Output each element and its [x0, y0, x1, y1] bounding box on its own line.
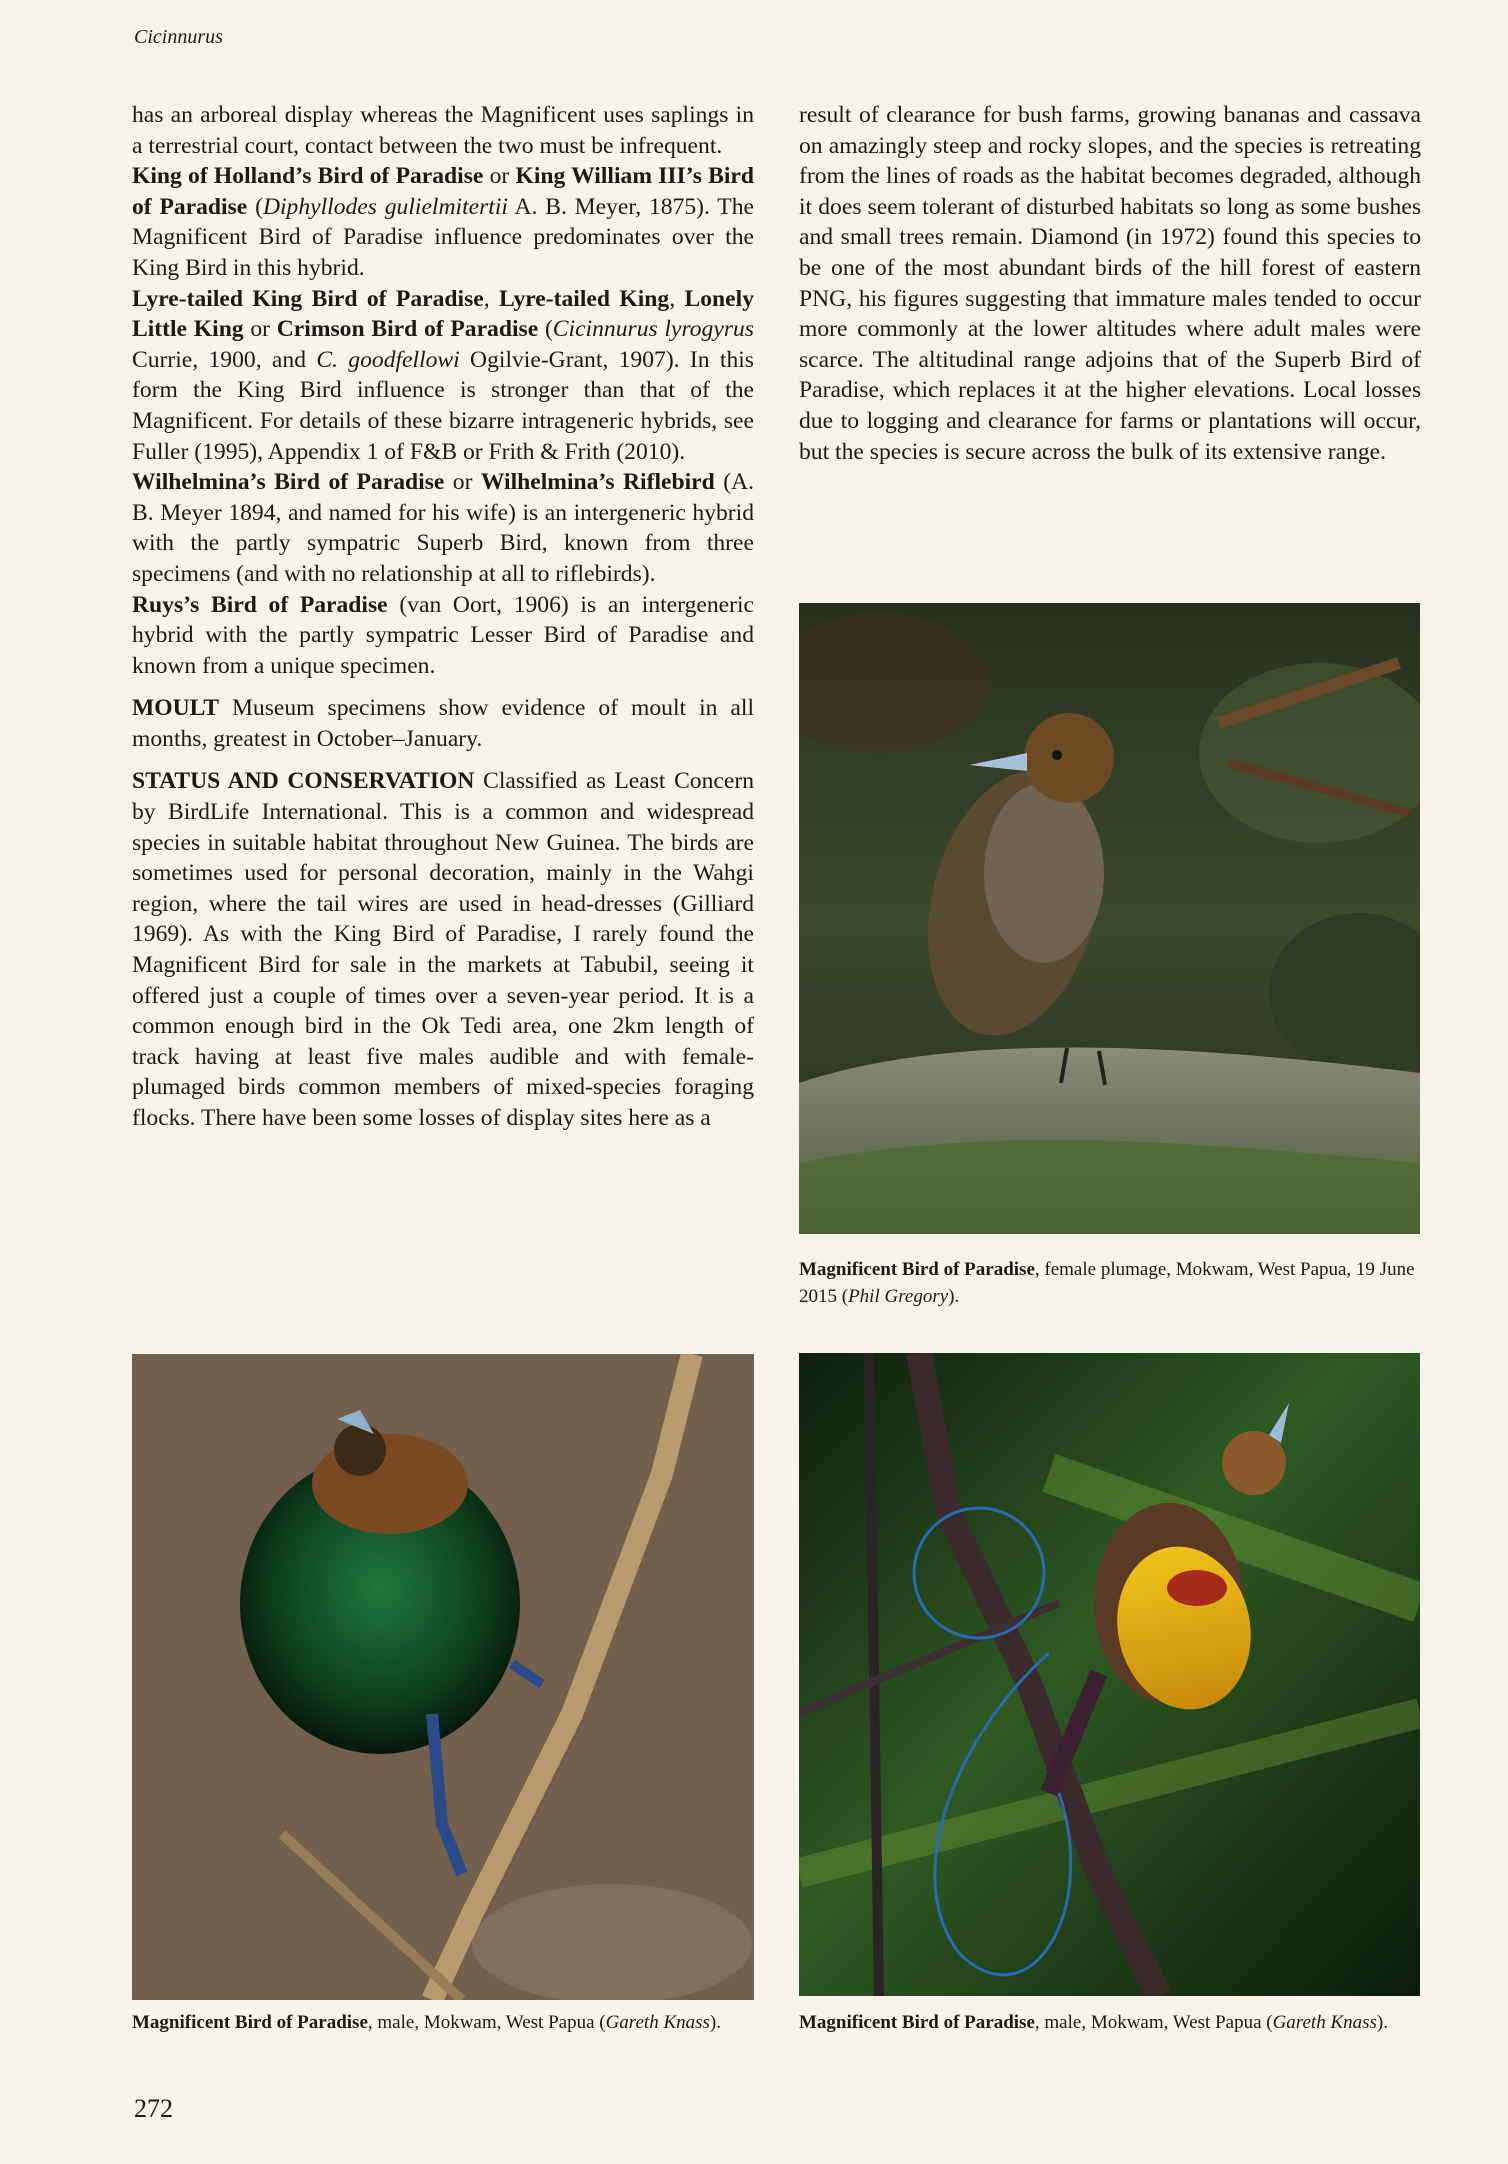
section-status-conservation: STATUS AND CONSERVATION Classified as Least Concern by BirdLife International. This is a common and widespread species in suitable habitat throughout New Guinea. The birds are sometimes used for personal decoration, mainly in the Wahgi region, where the tail wires are used in head-dresses (Gilliard 1969). As with the King Bird of Paradise, I rarely found the Magnificent Bird for sale in the markets at Tabubil, seeing it offered just a couple of times over a seven-year period. It is a common enough bird in the Ok Tedi area, one 2km length of track having at least five males audible and with female-plumaged birds common members of mixed-species foraging flocks. There have been some losses of display sites here as a [132, 768, 754, 1131]
page-number: 272 [134, 2094, 173, 2123]
paragraph-arboreal-display: has an arboreal display whereas the Magnificent uses saplings in a terrestrial court, contact between the two must be infrequent. [132, 102, 754, 159]
caption-female-photo: Magnificent Bird of Paradise, female plumage, Mokwam, West Papua, 19 June 2015 (Phil Gregory). [799, 1259, 1415, 1307]
photo-male-bird-right [799, 1353, 1420, 1996]
paragraph-status-continued: result of clearance for bush farms, growing bananas and cassava on amazingly steep and rocky slopes, and the species is retreating from the lines of roads as the habitat becomes degraded, although it does seem tolerant of disturbed habitats so long as some bushes and small trees remain. Diamond (in 1972) found this species to be one of the most abundant birds of the hill forest of eastern PNG, his figures suggesting that immature males tended to occur more commonly at the lower altitudes where adult males were scarce. The altitudinal range adjoins that of the Superb Bird of Paradise, which replaces it at the higher elevations. Local losses due to logging and clearance for farms or plantations will occur, but the species is secure across the bulk of its extensive range. [799, 102, 1421, 465]
photo-female-bird [799, 603, 1420, 1234]
running-head: Cicinnurus [134, 26, 223, 48]
caption-male-left-photo: Magnificent Bird of Paradise, male, Mokwam, West Papua (Gareth Knass). [132, 2012, 721, 2033]
left-text-column [132, 100, 754, 1134]
right-text-column [799, 100, 1421, 467]
paragraph-lyre-tailed-king: Lyre-tailed King Bird of Paradise, Lyre-tailed King, Lonely Little King or Crimson Bird of Paradise (Cicinnurus lyrogyrus Currie, 1900, and C. goodfellowi Ogilvie-Grant, 1907). In this form the King Bird influence is stronger than that of the Magnificent. For details of these bizarre intrageneric hybrids, see Fuller (1995), Appendix 1 of F&B or Frith & Frith (2010). [132, 285, 754, 465]
section-moult: MOULT Museum specimens show evidence of moult in all months, greatest in October–January. [132, 695, 754, 752]
paragraph-wilhelmina: Wilhelmina’s Bird of Paradise or Wilhelmina’s Riflebird (A. B. Meyer 1894, and named for his wife) is an intergeneric hybrid with the partly sympatric Superb Bird, known from three specimens (and with no relationship at all to riflebirds). [132, 469, 755, 587]
caption-male-right-photo: Magnificent Bird of Paradise, male, Mokwam, West Papua (Gareth Knass). [799, 2012, 1388, 2033]
paragraph-ruys: Ruys’s Bird of Paradise (van Oort, 1906) is an intergeneric hybrid with the partly sympatric Lesser Bird of Paradise and known from a unique specimen. [132, 591, 754, 679]
photo-male-bird-left [132, 1354, 754, 2000]
paragraph-king-of-holland: King of Holland’s Bird of Paradise or King William III’s Bird of Paradise (Diphyllodes gulielmitertii A. B. Meyer, 1875). The Magnificent Bird of Paradise influence predominates over the King Bird in this hybrid. [132, 163, 755, 281]
